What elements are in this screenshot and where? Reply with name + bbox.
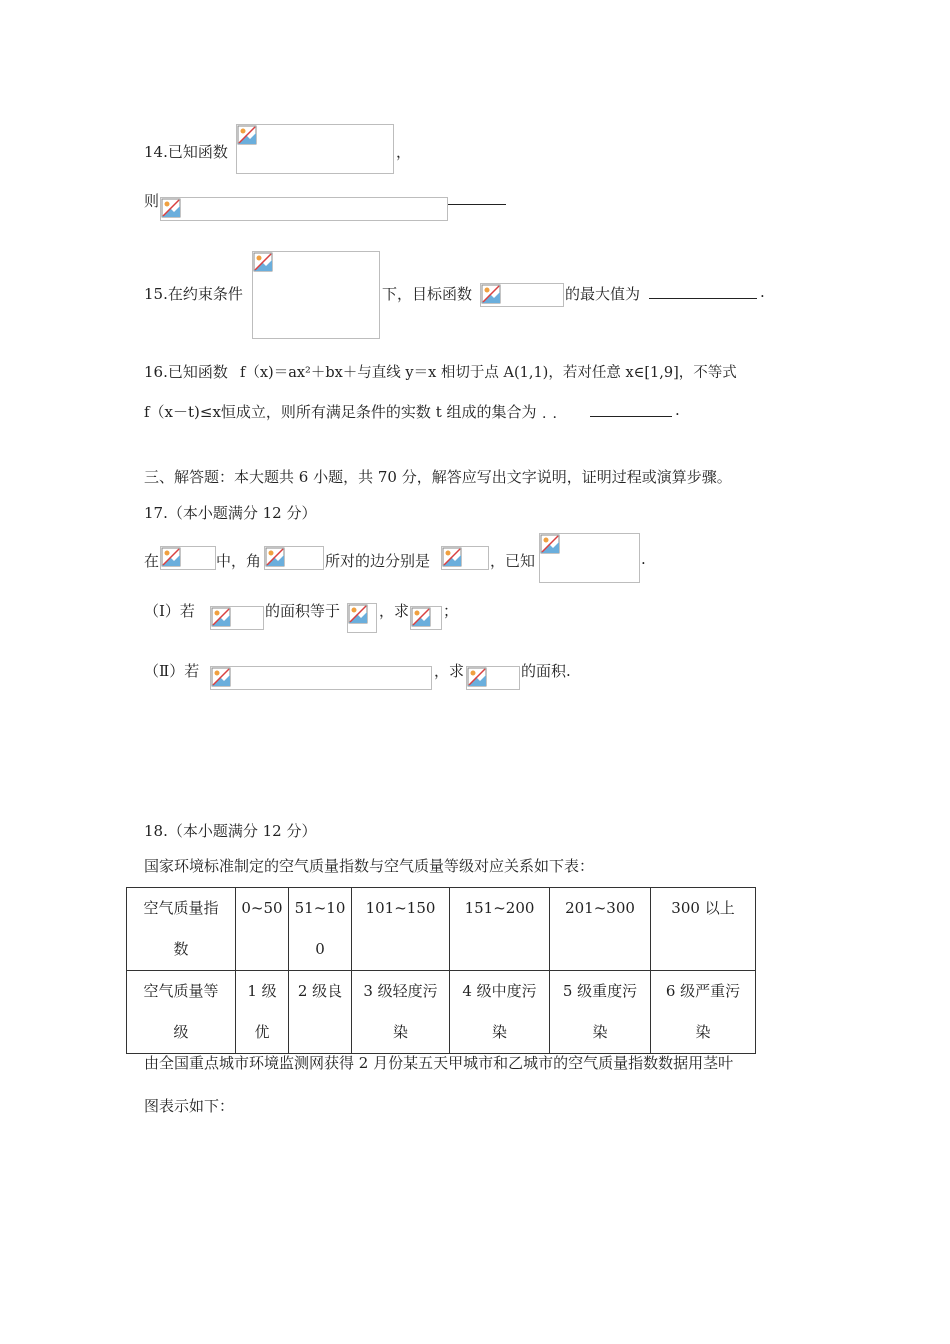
table-row (127, 971, 756, 1054)
q16-line2-end: . (675, 401, 680, 419)
broken-image-icon (467, 667, 487, 687)
emphasis-dots: ·· (542, 410, 563, 426)
air-quality-table (126, 887, 756, 1054)
constraint-image (252, 251, 380, 339)
broken-image-icon (348, 604, 368, 624)
q17-part1-a: （Ⅰ）若 (144, 602, 195, 620)
table-cell: 1 级 优 (236, 971, 289, 1054)
formula-image (210, 606, 264, 630)
q17-part2-a: （Ⅱ）若 (144, 662, 200, 680)
broken-image-icon (237, 125, 257, 145)
broken-image-icon (211, 607, 231, 627)
q17-header: 17.（本小题满分 12 分） (144, 504, 317, 522)
q16-line2: f（x－t)≤x恒成立，则所有满足条件的实数 t 组成的集合为 (144, 403, 537, 421)
q17-line1-d: ，已知 (490, 552, 536, 570)
q18-intro: 国家环境标准制定的空气质量指数与空气质量等级对应关系如下表： (144, 857, 595, 875)
formula-image (441, 546, 489, 570)
q17-line1-b: 中，角 (216, 552, 262, 570)
formula-image (160, 546, 216, 570)
section3-title: 三、解答题：本大题共 6 小题，共 70 分，解答应写出文字说明，证明过程或演算步骤。 (144, 468, 732, 486)
table-cell: 0~50 (236, 888, 289, 971)
table-cell: 空气质量等 级 (127, 971, 236, 1054)
q17-part1-c: ，求 (379, 602, 410, 620)
formula-image (264, 546, 324, 570)
q17-line1-a: 在 (144, 552, 160, 570)
q14-comma: ， (396, 143, 412, 161)
table-cell: 4 级中度污 染 (450, 971, 550, 1054)
q17-line1-c: 所对的边分别是 (325, 552, 431, 570)
broken-image-icon (481, 284, 501, 304)
broken-image-icon (411, 607, 431, 627)
table-cell: 3 级轻度污 染 (352, 971, 450, 1054)
formula-image (210, 666, 432, 690)
q14-prefix: 14.已知函数 (144, 143, 228, 161)
q18-after-line2: 图表示如下： (144, 1097, 235, 1115)
table-cell: 101~150 (352, 888, 450, 971)
q14-then: 则 (144, 192, 160, 210)
q18-after-line1: 由全国重点城市环境监测网获得 2 月份某五天甲城市和乙城市的空气质量指数数据用茎叶 (144, 1054, 734, 1072)
formula-image (480, 283, 564, 307)
q17-part2-c: 的面积. (521, 662, 571, 680)
broken-image-icon (253, 252, 273, 272)
q17-part2-b: ，求 (434, 662, 465, 680)
table-row (127, 888, 756, 971)
answer-blank (590, 416, 672, 417)
formula-image (410, 606, 442, 630)
table-cell: 6 级严重污 染 (651, 971, 756, 1054)
answer-blank (649, 298, 757, 299)
table-cell: 151~200 (450, 888, 550, 971)
answer-blank (448, 204, 506, 205)
formula-image (236, 124, 394, 174)
q17-part1-b: 的面积等于 (265, 602, 341, 620)
broken-image-icon (161, 198, 181, 218)
formula-image (539, 533, 640, 583)
broken-image-icon (161, 547, 181, 567)
q16-line1-a: 16.已知函数 (144, 363, 228, 381)
q15-suffix: 的最大值为 (565, 285, 641, 303)
q17-part1-end: ； (443, 602, 459, 620)
table-cell: 5 级重度污 染 (550, 971, 651, 1054)
broken-image-icon (442, 547, 462, 567)
formula-image (466, 666, 520, 690)
broken-image-icon (265, 547, 285, 567)
table-cell: 空气质量指 数 (127, 888, 236, 971)
broken-image-icon (540, 534, 560, 554)
q15-prefix: 15.在约束条件 (144, 285, 243, 303)
q17-line1-end: . (641, 550, 646, 568)
table-cell: 51~10 0 (289, 888, 352, 971)
table-cell: 201~300 (550, 888, 651, 971)
formula-image (347, 603, 377, 633)
table-cell: 300 以上 (651, 888, 756, 971)
q15-end: . (760, 283, 765, 301)
q15-mid: 下，目标函数 (382, 285, 473, 303)
q18-header: 18.（本小题满分 12 分） (144, 822, 317, 840)
formula-image (160, 197, 448, 221)
broken-image-icon (211, 667, 231, 687)
q16-line1-b: f（x)＝ax²＋bx＋与直线 y＝x 相切于点 A(1,1)，若对任意 x∈[1,9]，不等式 (240, 365, 737, 381)
table-cell: 2 级良 (289, 971, 352, 1054)
